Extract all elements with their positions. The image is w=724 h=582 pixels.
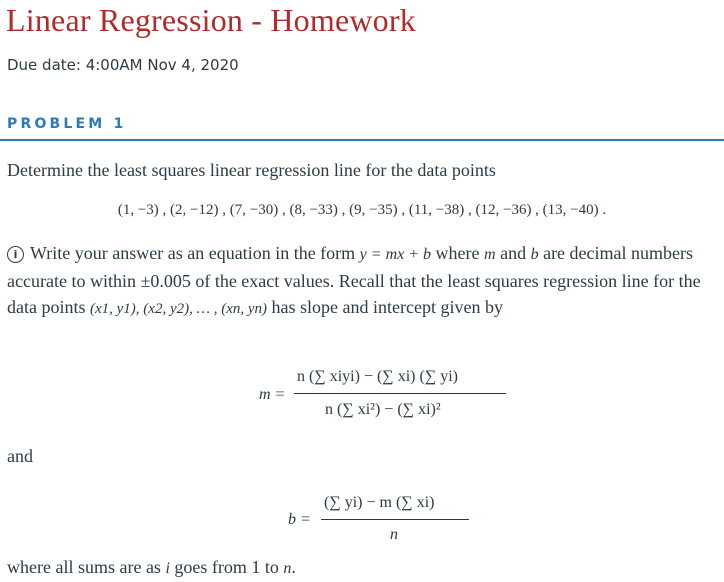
problem-heading: PROBLEM 1 (7, 116, 127, 132)
problem-prompt: Determine the least squares linear regression line for the data points (7, 160, 496, 180)
intercept-fraction-bar (321, 519, 469, 520)
instructions-text-2: where (435, 243, 480, 263)
note-text-2: goes from 1 to (174, 557, 279, 577)
intercept-lhs: b = (288, 511, 311, 528)
equation-form: y = mx + b (359, 246, 432, 263)
slope-denominator: n (∑ xi²) − (∑ xi)² (325, 401, 441, 418)
note-text-3: . (291, 557, 296, 577)
data-points: (1, −3) , (2, −12) , (7, −30) , (8, −33) , (9, −35) , (11, −38) , (12, −36) , (13, −40) . (117, 202, 607, 218)
and-text: and (7, 446, 33, 466)
instructions-text-5: has slope and intercept given by (271, 297, 503, 317)
note-var-i: i (165, 560, 170, 577)
sum-range-note (7, 557, 296, 578)
instructions (7, 240, 712, 322)
slope-lhs: m = (259, 386, 286, 403)
due-date: Due date: 4:00AM Nov 4, 2020 (7, 56, 239, 74)
note-text-1: where all sums are as (7, 557, 161, 577)
slope-numerator: n (∑ xiyi) − (∑ xi) (∑ yi) (297, 368, 458, 385)
note-var-n: n (283, 560, 292, 577)
page-title: Linear Regression - Homework (6, 2, 416, 38)
instructions-text-3: and (500, 243, 527, 263)
problem-divider (0, 139, 724, 141)
info-icon: i (7, 246, 24, 263)
instructions-text-4: are decimal numbers accurate to within ±0.005 of the exact values. Recall that the least squares regression line for the data points (7, 243, 701, 317)
instructions-text-1: Write your answer as an equation in the form (30, 243, 356, 263)
variable-b: b (530, 246, 539, 263)
intercept-denominator: n (390, 526, 398, 543)
variable-m: m (484, 246, 496, 263)
intercept-numerator: (∑ yi) − m (∑ xi) (324, 494, 435, 511)
slope-fraction-bar (294, 393, 506, 394)
general-points: (x1, y1), (x2, y2), … , (xn, yn) (90, 301, 268, 317)
